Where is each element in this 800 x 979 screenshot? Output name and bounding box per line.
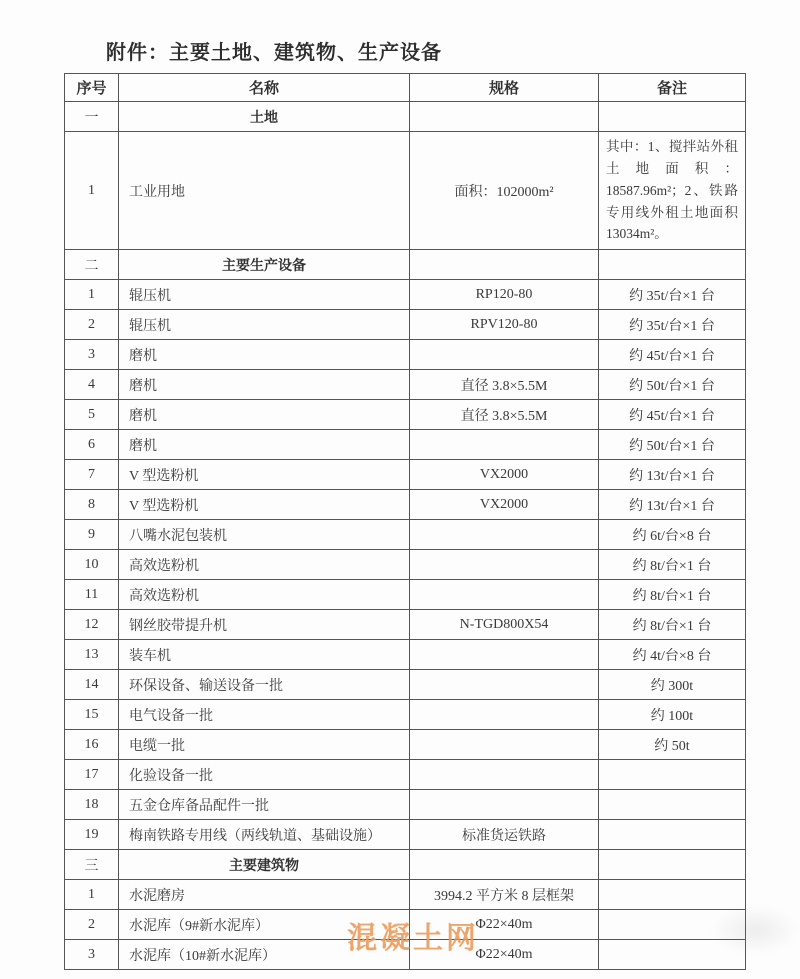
cell-spec bbox=[410, 640, 599, 670]
table-row bbox=[65, 310, 746, 340]
table-row bbox=[65, 730, 746, 760]
cell-name: 梅南铁路专用线（两线轨道、基础设施） bbox=[119, 820, 410, 850]
cell-name: 主要建筑物 bbox=[119, 850, 410, 880]
cell-no: 12 bbox=[65, 610, 119, 640]
cell-no: 11 bbox=[65, 580, 119, 610]
cell-name: 磨机 bbox=[119, 340, 410, 370]
cell-spec: 面积：102000m² bbox=[410, 132, 599, 250]
cell-name: 电气设备一批 bbox=[119, 700, 410, 730]
table-row bbox=[65, 250, 746, 280]
cell-spec: 直径 3.8×5.5M bbox=[410, 370, 599, 400]
cell-no: 2 bbox=[65, 310, 119, 340]
cell-name: 高效选粉机 bbox=[119, 580, 410, 610]
cell-note: 约 300t bbox=[599, 670, 746, 700]
cell-note bbox=[599, 850, 746, 880]
cell-no: 7 bbox=[65, 460, 119, 490]
column-header-note: 备注 bbox=[599, 74, 746, 102]
table-header bbox=[65, 74, 746, 102]
table-row bbox=[65, 820, 746, 850]
cell-name: 辊压机 bbox=[119, 310, 410, 340]
assets-table bbox=[64, 73, 746, 970]
table-row bbox=[65, 490, 746, 520]
cell-name: 电缆一批 bbox=[119, 730, 410, 760]
cell-no: 4 bbox=[65, 370, 119, 400]
cell-note: 约 50t/台×1 台 bbox=[599, 370, 746, 400]
cell-spec: 标准货运铁路 bbox=[410, 820, 599, 850]
cell-note bbox=[599, 820, 746, 850]
table-row bbox=[65, 430, 746, 460]
cell-name: 工业用地 bbox=[119, 132, 410, 250]
cell-no: 16 bbox=[65, 730, 119, 760]
table-row bbox=[65, 700, 746, 730]
cell-no: 一 bbox=[65, 102, 119, 132]
cell-note bbox=[599, 250, 746, 280]
cell-name: 磨机 bbox=[119, 400, 410, 430]
cell-note bbox=[599, 940, 746, 970]
cell-spec bbox=[410, 550, 599, 580]
cell-note: 约 8t/台×1 台 bbox=[599, 550, 746, 580]
cell-name: V 型选粉机 bbox=[119, 460, 410, 490]
cell-no: 3 bbox=[65, 940, 119, 970]
cell-no: 18 bbox=[65, 790, 119, 820]
cell-spec: RP120-80 bbox=[410, 280, 599, 310]
cell-name: 装车机 bbox=[119, 640, 410, 670]
table-row bbox=[65, 910, 746, 940]
cell-note: 约 8t/台×1 台 bbox=[599, 580, 746, 610]
cell-name: 高效选粉机 bbox=[119, 550, 410, 580]
cell-spec bbox=[410, 760, 599, 790]
table-row bbox=[65, 640, 746, 670]
cell-note: 约 6t/台×8 台 bbox=[599, 520, 746, 550]
cell-note: 其中：1、搅拌站外租土地面积：18587.96m²；2、铁路专用线外租土地面积 13034m²。 bbox=[599, 132, 746, 250]
table-row bbox=[65, 102, 746, 132]
cell-spec bbox=[410, 430, 599, 460]
cell-note bbox=[599, 102, 746, 132]
cell-no: 1 bbox=[65, 132, 119, 250]
table-row bbox=[65, 610, 746, 640]
cell-no: 8 bbox=[65, 490, 119, 520]
cell-note: 约 8t/台×1 台 bbox=[599, 610, 746, 640]
cell-note: 约 35t/台×1 台 bbox=[599, 280, 746, 310]
table-row bbox=[65, 760, 746, 790]
column-header-no: 序号 bbox=[65, 74, 119, 102]
cell-note: 约 45t/台×1 台 bbox=[599, 340, 746, 370]
cell-note: 约 4t/台×8 台 bbox=[599, 640, 746, 670]
cell-spec bbox=[410, 102, 599, 132]
cell-no: 二 bbox=[65, 250, 119, 280]
cell-name: 水泥库（9#新水泥库） bbox=[119, 910, 410, 940]
cell-no: 6 bbox=[65, 430, 119, 460]
header-row bbox=[65, 74, 746, 102]
cell-no: 1 bbox=[65, 880, 119, 910]
cell-name: 水泥库（10#新水泥库） bbox=[119, 940, 410, 970]
cell-no: 14 bbox=[65, 670, 119, 700]
table-row bbox=[65, 880, 746, 910]
cell-name: 环保设备、输送设备一批 bbox=[119, 670, 410, 700]
cell-spec bbox=[410, 670, 599, 700]
table-row bbox=[65, 940, 746, 970]
cell-no: 1 bbox=[65, 280, 119, 310]
cell-spec: 直径 3.8×5.5M bbox=[410, 400, 599, 430]
column-header-spec: 规格 bbox=[410, 74, 599, 102]
cell-name: 化验设备一批 bbox=[119, 760, 410, 790]
table-row bbox=[65, 370, 746, 400]
cell-spec bbox=[410, 580, 599, 610]
cell-no: 5 bbox=[65, 400, 119, 430]
cell-name: V 型选粉机 bbox=[119, 490, 410, 520]
cell-name: 五金仓库备品配件一批 bbox=[119, 790, 410, 820]
cell-no: 10 bbox=[65, 550, 119, 580]
cell-spec bbox=[410, 700, 599, 730]
cell-spec: 3994.2 平方米 8 层框架 bbox=[410, 880, 599, 910]
cell-name: 辊压机 bbox=[119, 280, 410, 310]
cell-note bbox=[599, 760, 746, 790]
table-row bbox=[65, 670, 746, 700]
cell-spec bbox=[410, 520, 599, 550]
cell-spec bbox=[410, 250, 599, 280]
table-row bbox=[65, 280, 746, 310]
cell-spec bbox=[410, 730, 599, 760]
table-row bbox=[65, 850, 746, 880]
table-row bbox=[65, 340, 746, 370]
cell-note: 约 13t/台×1 台 bbox=[599, 490, 746, 520]
site-watermark: 混凝土网 bbox=[347, 922, 479, 955]
cell-note bbox=[599, 910, 746, 940]
cell-spec bbox=[410, 790, 599, 820]
cell-no: 三 bbox=[65, 850, 119, 880]
table-row bbox=[65, 460, 746, 490]
cell-name: 土地 bbox=[119, 102, 410, 132]
cell-spec: VX2000 bbox=[410, 490, 599, 520]
table-body bbox=[65, 102, 746, 970]
cell-spec: VX2000 bbox=[410, 460, 599, 490]
cell-spec: RPV120-80 bbox=[410, 310, 599, 340]
cell-note: 约 50t bbox=[599, 730, 746, 760]
table-row bbox=[65, 550, 746, 580]
table-row bbox=[65, 520, 746, 550]
cell-note: 约 50t/台×1 台 bbox=[599, 430, 746, 460]
cell-note bbox=[599, 880, 746, 910]
cell-spec: N-TGD800X54 bbox=[410, 610, 599, 640]
cell-spec bbox=[410, 340, 599, 370]
cell-spec bbox=[410, 850, 599, 880]
page-title: 附件：主要土地、建筑物、生产设备 bbox=[106, 42, 442, 64]
cell-no: 17 bbox=[65, 760, 119, 790]
cell-note bbox=[599, 790, 746, 820]
cell-name: 钢丝胶带提升机 bbox=[119, 610, 410, 640]
cell-note: 约 13t/台×1 台 bbox=[599, 460, 746, 490]
table-row bbox=[65, 790, 746, 820]
cell-no: 15 bbox=[65, 700, 119, 730]
cell-no: 3 bbox=[65, 340, 119, 370]
cell-spec: Φ22×40m bbox=[410, 940, 599, 970]
cell-note: 约 35t/台×1 台 bbox=[599, 310, 746, 340]
table-row bbox=[65, 580, 746, 610]
cell-name: 水泥磨房 bbox=[119, 880, 410, 910]
cell-no: 9 bbox=[65, 520, 119, 550]
cell-name: 磨机 bbox=[119, 430, 410, 460]
column-header-name: 名称 bbox=[119, 74, 410, 102]
cell-note: 约 100t bbox=[599, 700, 746, 730]
cell-spec: Φ22×40m bbox=[410, 910, 599, 940]
cell-name: 主要生产设备 bbox=[119, 250, 410, 280]
cell-note: 约 45t/台×1 台 bbox=[599, 400, 746, 430]
cell-no: 19 bbox=[65, 820, 119, 850]
table-row bbox=[65, 132, 746, 250]
cell-name: 八嘴水泥包装机 bbox=[119, 520, 410, 550]
table-row bbox=[65, 400, 746, 430]
cell-no: 2 bbox=[65, 910, 119, 940]
cell-name: 磨机 bbox=[119, 370, 410, 400]
cell-no: 13 bbox=[65, 640, 119, 670]
